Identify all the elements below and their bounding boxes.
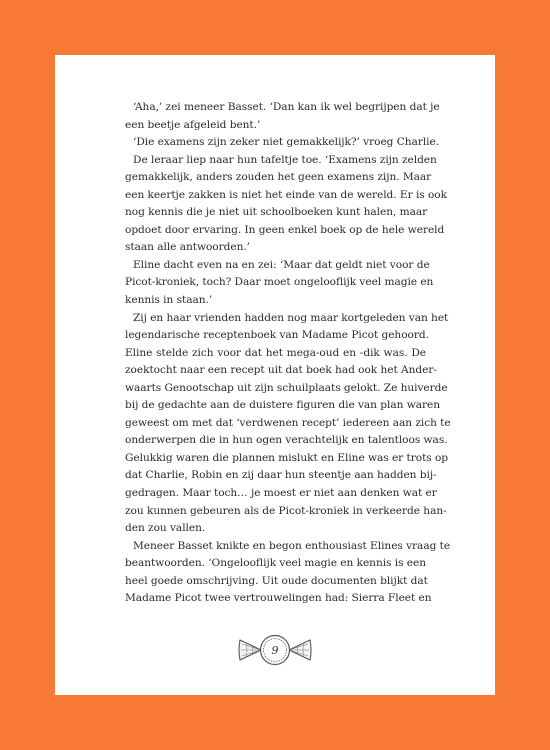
text-line: Gelukkig waren die plannen mislukt en Eline was er trots op — [125, 451, 449, 464]
text-line: ‘Aha,’ zei meneer Basset. ‘Dan kan ik wel begrijpen dat je — [133, 101, 440, 113]
text-line: waarts Genootschap uit zijn schuilplaats gelokt. Ze huiverde — [125, 381, 448, 394]
candy-wrapper-icon — [237, 633, 313, 667]
text-line: legendarische receptenboek van Madame Picot gehoord. — [125, 329, 429, 342]
text-line: kennis in staan.’ — [125, 294, 213, 307]
text-line: nog kennis die je niet uit schoolboeken kunt halen, maar — [125, 206, 428, 219]
text-line: Picot-kroniek, toch? Daar moet ongelooflijk veel magie en — [125, 276, 434, 289]
text-line: beantwoorden. ‘Ongelooflijk veel magie en kennis is een — [125, 557, 427, 570]
text-line: bij de gedachte aan de duistere figuren die van plan waren — [125, 399, 440, 412]
text-line: Eline stelde zich voor dat het mega-oud en -dik was. De — [125, 346, 426, 359]
body-text — [125, 99, 451, 608]
text-line: Madame Picot twee vertrouwelingen had: Sierra Fleet en — [125, 592, 432, 605]
text-line: dat Charlie, Robin en zij daar hun steentje aan hadden bij- — [125, 469, 437, 482]
text-line: zou kunnen gebeuren als de Picot-kroniek in verkeerde han- — [125, 504, 447, 517]
text-line: Eline dacht even na en zei: ‘Maar dat geldt niet voor de — [133, 258, 430, 271]
text-line: De leraar liep naar hun tafeltje toe. ‘Examens zijn zelden — [133, 153, 437, 166]
text-line: Meneer Basset knikte en begon enthousiast Elines vraag te — [133, 539, 451, 552]
text-line: gemakkelijk, anders zouden het geen examens zijn. Maar — [125, 171, 432, 184]
text-line: gedragen. Maar toch… je moest er niet aan denken wat er — [125, 487, 437, 500]
text-line: heel goede omschrijving. Uit oude documenten blijkt dat — [125, 574, 428, 587]
text-line: den zou vallen. — [125, 522, 206, 535]
text-line: opdoet door ervaring. In geen enkel boek op de hele wereld — [125, 223, 445, 236]
text-line: onderwerpen die in hun ogen verachtelijk en talentloos was. — [125, 434, 448, 447]
text-line: ‘Die examens zijn zeker niet gemakkelijk?’ vroeg Charlie. — [133, 136, 440, 149]
text-line: een beetje afgeleid bent.’ — [125, 118, 261, 131]
book-page — [55, 55, 495, 695]
text-line: zoektocht naar een recept uit dat boek had ook het Ander- — [125, 364, 437, 377]
text-line: Zij en haar vrienden hadden nog maar kortgeleden van het — [133, 311, 449, 324]
page-number: 9 — [271, 644, 279, 657]
text-line: staan alle antwoorden.’ — [125, 241, 250, 254]
page-number-ornament — [237, 633, 313, 667]
text-line: geweest om met dat ‘verdwenen recept’ iedereen aan zich te — [125, 416, 451, 429]
text-line: een keertje zakken is niet het einde van de wereld. Er is ook — [125, 188, 448, 201]
